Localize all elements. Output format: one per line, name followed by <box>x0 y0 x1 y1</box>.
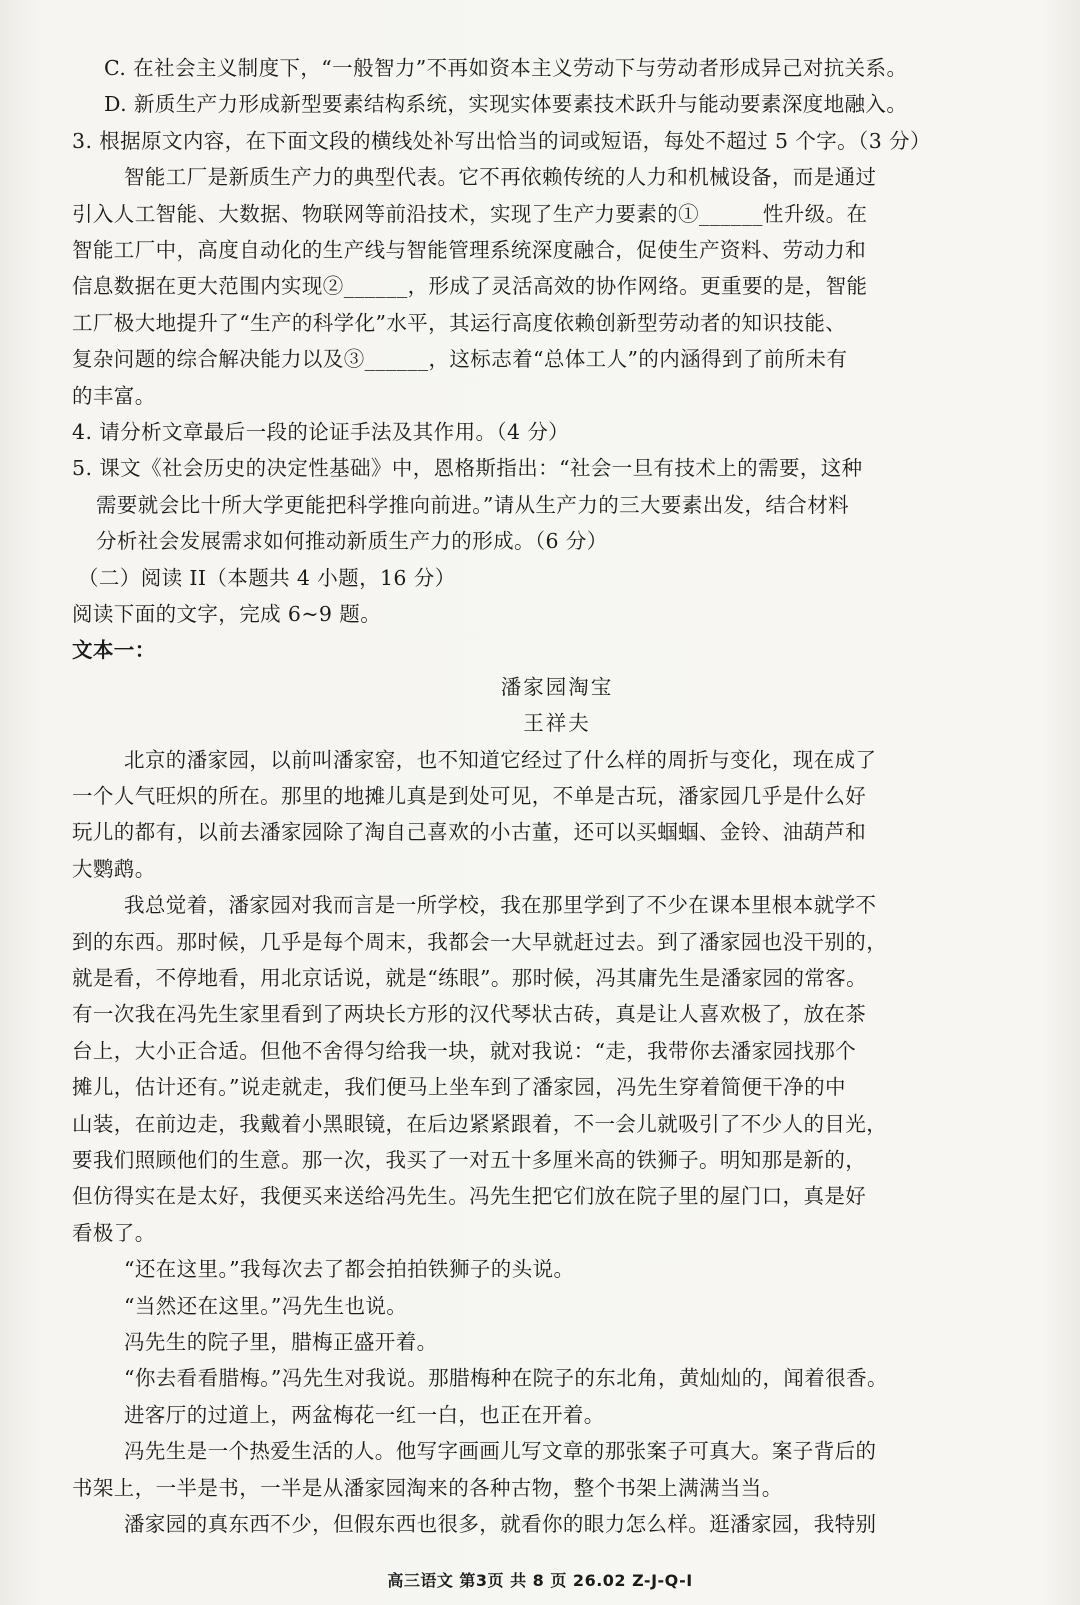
text-line: 工厂极大地提升了“生产的科学化”水平，其运行高度依赖创新型劳动者的知识技能、 <box>72 310 847 335</box>
text-line: 要我们照顾他们的生意。那一次，我买了一对五十多厘米高的铁狮子。明知那是新的， <box>72 1148 867 1172</box>
text-line: 书架上，一半是书，一半是从潘家园淘来的各种古物，整个书架上满满当当。 <box>72 1475 783 1500</box>
text-line: C. 在社会主义制度下，“一般智力”不再如资本主义劳动下与劳动者形成异己对抗关系。 <box>104 56 908 80</box>
text-line: 引入人工智能、大数据、物联网等前沿技术，实现了生产力要素的①______性升级。在 <box>72 201 868 226</box>
text-line: “你去看看腊梅。”冯先生对我说。那腊梅种在院子的东北角，黄灿灿的，闻着很香。 <box>124 1366 888 1391</box>
text-line: 3. 根据原文内容，在下面文段的横线处补写出恰当的词或短语，每处不超过 5 个字。（3 分） <box>72 128 931 153</box>
text-line: 分析社会发展需求如何推动新质生产力的形成。（6 分） <box>96 529 608 554</box>
text-line: 5. 课文《社会历史的决定性基础》中，恩格斯指出：“社会一旦有技术上的需要，这种 <box>72 456 863 481</box>
text-line: 复杂问题的综合解决能力以及③______，这标志着“总体工人”的内涵得到了前所未有 <box>72 347 848 372</box>
text-line: 到的东西。那时候，几乎是每个周末，我都会一大早就赶过去。到了潘家园也没干别的， <box>72 929 888 954</box>
text-line: 潘家园的真东西不少，但假东西也很多，就看你的眼力怎么样。逛潘家园，我特别 <box>124 1512 877 1536</box>
text-line: 但仿得实在是太好，我便买来送给冯先生。冯先生把它们放在院子里的屋门口，真是好 <box>72 1184 867 1209</box>
text-line: 玩儿的都有，以前去潘家园除了淘自己喜欢的小古董，还可以买蝈蝈、金铃、油葫芦和 <box>72 820 867 845</box>
text-line: 看极了。 <box>72 1220 156 1245</box>
text-line: 信息数据在更大范围内实现②______，形成了灵活高效的协作网络。更重要的是，智能 <box>72 274 868 299</box>
text-line: “当然还在这里。”冯先生也说。 <box>124 1293 408 1318</box>
text-line: 文本一： <box>72 638 156 663</box>
text-line: 摊儿，估计还有。”说走就走，我们便马上坐车到了潘家园，冯先生穿着简便干净的中 <box>72 1075 846 1100</box>
text-line: 台上，大小正合适。但他不舍得匀给我一块，就对我说：“走，我带你去潘家园找那个 <box>72 1038 857 1063</box>
text-line: 4. 请分析文章最后一段的论证手法及其作用。（4 分） <box>72 420 570 444</box>
page-footer: 高三语文 第3页 共 8 页 26.02 Z-J-Q-I <box>387 1571 693 1590</box>
text-line: 山装，在前边走，我戴着小黑眼镜，在后边紧紧跟着，不一会儿就吸引了不少人的目光， <box>72 1111 888 1136</box>
text-line: 智能工厂中，高度自动化的生产线与智能管理系统深度融合，促使生产资料、劳动力和 <box>72 238 867 262</box>
text-line: 潘家园淘宝 <box>500 674 614 699</box>
text-line: 冯先生的院子里，腊梅正盛开着。 <box>124 1330 438 1354</box>
text-line: 阅读下面的文字，完成 6~9 题。 <box>72 602 382 626</box>
text-line: 的丰富。 <box>72 383 156 408</box>
text-line: 有一次我在冯先生家里看到了两块长方形的汉代琴状古砖，真是让人喜欢极了，放在茶 <box>72 1002 867 1027</box>
text-line: 冯先生是一个热爱生活的人。他写字画画儿写文章的那张案子可真大。案子背后的 <box>124 1439 877 1464</box>
text-line: 进客厅的过道上，两盆梅花一红一白，也正在开着。 <box>124 1402 605 1427</box>
text-line: “还在这里。”我每次去了都会拍拍铁狮子的头说。 <box>124 1257 575 1282</box>
text-line: （二）阅读 II（本题共 4 小题，16 分） <box>78 565 456 590</box>
text-line: D. 新质生产力形成新型要素结构系统，实现实体要素技术跃升与能动要素深度地融入。 <box>104 92 908 117</box>
text-line: 需要就会比十所大学更能把科学推向前进。”请从生产力的三大要素出发，结合材料 <box>96 492 850 517</box>
text-line: 北京的潘家园，以前叫潘家窑，也不知道它经过了什么样的周折与变化，现在成了 <box>124 747 877 772</box>
text-line: 智能工厂是新质生产力的典型代表。它不再依赖传统的人力和机械设备，而是通过 <box>124 165 877 190</box>
text-line: 王祥夫 <box>523 711 591 736</box>
text-line: 一个人气旺炽的所在。那里的地摊儿真是到处可见，不单是古玩，潘家园几乎是什么好 <box>72 784 867 808</box>
text-line: 大鹦鹉。 <box>72 856 156 881</box>
text-line: 我总觉着，潘家园对我而言是一所学校，我在那里学到了不少在课本里根本就学不 <box>124 893 877 918</box>
text-line: 就是看，不停地看，用北京话说，就是“练眼”。那时候，冯其庸先生是潘家园的常客。 <box>72 966 868 990</box>
